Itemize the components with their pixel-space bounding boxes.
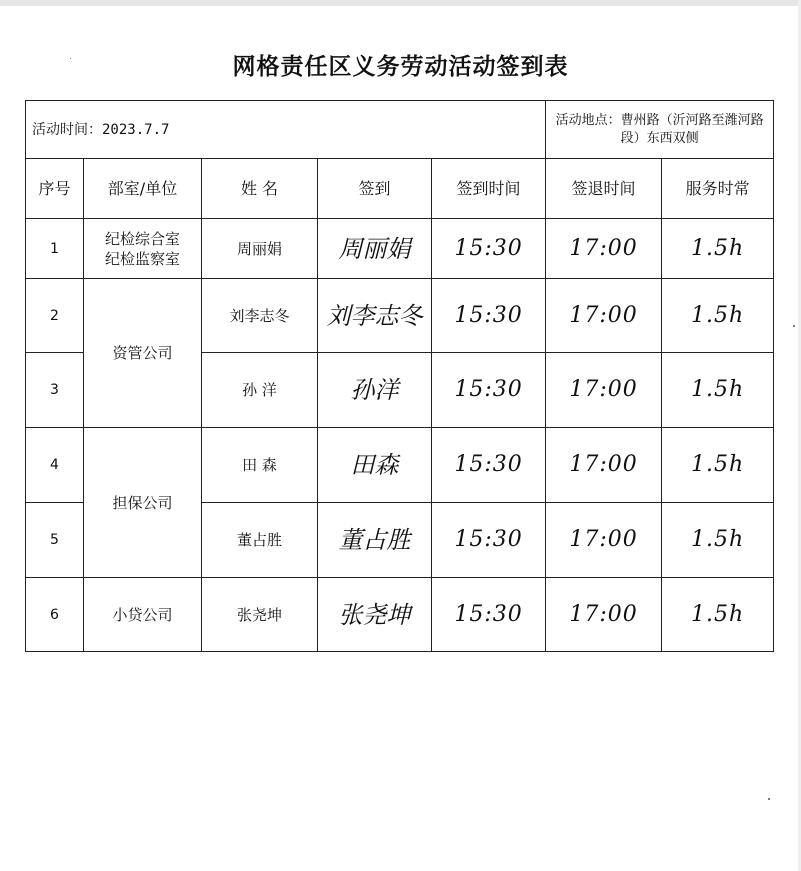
row-name: 田 森 xyxy=(202,428,318,503)
row-service-hours: 1.5h xyxy=(662,219,774,279)
scan-speck xyxy=(768,798,770,800)
row-name: 孙 洋 xyxy=(202,353,318,428)
row-service-hours: 1.5h xyxy=(662,578,774,652)
row-dept: 小贷公司 xyxy=(84,578,202,652)
table-row xyxy=(26,428,774,503)
header-service-hours: 服务时常 xyxy=(662,159,774,219)
row-no: 5 xyxy=(26,503,84,578)
row-signature: 田森 xyxy=(318,428,432,503)
row-service-hours: 1.5h xyxy=(662,353,774,428)
row-service-hours: 1.5h xyxy=(662,428,774,503)
document-title: 网格责任区义务劳动活动签到表 xyxy=(232,54,569,80)
row-no: 4 xyxy=(26,428,84,503)
header-name: 姓 名 xyxy=(202,159,318,219)
row-signature: 董占胜 xyxy=(318,503,432,578)
row-sign-in-time: 15:30 xyxy=(432,353,546,428)
row-sign-in-time: 15:30 xyxy=(432,503,546,578)
row-sign-in-time: 15:30 xyxy=(432,279,546,353)
row-sign-in-time: 15:30 xyxy=(432,578,546,652)
header-dept: 部室/单位 xyxy=(84,159,202,219)
row-name: 张尧坤 xyxy=(202,578,318,652)
activity-location: 活动地点：曹州路（沂河路至潍河路段）东西双侧 xyxy=(546,101,774,159)
row-no: 1 xyxy=(26,219,84,279)
row-signature: 张尧坤 xyxy=(318,578,432,652)
row-signature: 刘李志冬 xyxy=(318,279,432,353)
row-sign-out-time: 17:00 xyxy=(546,219,662,279)
row-service-hours: 1.5h xyxy=(662,503,774,578)
header-sign: 签到 xyxy=(318,159,432,219)
row-dept xyxy=(84,219,202,279)
row-sign-out-time: 17:00 xyxy=(546,353,662,428)
row-name: 刘李志冬 xyxy=(202,279,318,353)
row-no: 6 xyxy=(26,578,84,652)
row-signature: 周丽娟 xyxy=(318,219,432,279)
scan-speck xyxy=(70,58,71,59)
row-sign-in-time: 15:30 xyxy=(432,428,546,503)
scan-speck xyxy=(793,325,795,327)
row-name: 周丽娟 xyxy=(202,219,318,279)
header-no: 序号 xyxy=(26,159,84,219)
scan-top-edge xyxy=(0,0,801,6)
table-row xyxy=(26,578,774,652)
row-no: 2 xyxy=(26,279,84,353)
activity-date: 活动时间：2023.7.7 xyxy=(26,101,546,159)
row-sign-out-time: 17:00 xyxy=(546,279,662,353)
header-sign-in-time: 签到时间 xyxy=(432,159,546,219)
dept-line: 纪检监察室 xyxy=(104,249,180,268)
sign-in-table xyxy=(25,100,774,652)
row-signature: 孙洋 xyxy=(318,353,432,428)
table-row xyxy=(26,279,774,353)
row-dept: 担保公司 xyxy=(84,428,202,578)
header-row xyxy=(26,159,774,219)
header-sign-out-time: 签退时间 xyxy=(546,159,662,219)
row-no: 3 xyxy=(26,353,84,428)
row-sign-in-time: 15:30 xyxy=(432,219,546,279)
meta-row xyxy=(26,101,774,159)
dept-line: 纪检综合室 xyxy=(104,229,180,248)
row-dept: 资管公司 xyxy=(84,279,202,428)
table-row xyxy=(26,219,774,279)
row-sign-out-time: 17:00 xyxy=(546,578,662,652)
row-name: 董占胜 xyxy=(202,503,318,578)
row-sign-out-time: 17:00 xyxy=(546,503,662,578)
row-service-hours: 1.5h xyxy=(662,279,774,353)
row-sign-out-time: 17:00 xyxy=(546,428,662,503)
